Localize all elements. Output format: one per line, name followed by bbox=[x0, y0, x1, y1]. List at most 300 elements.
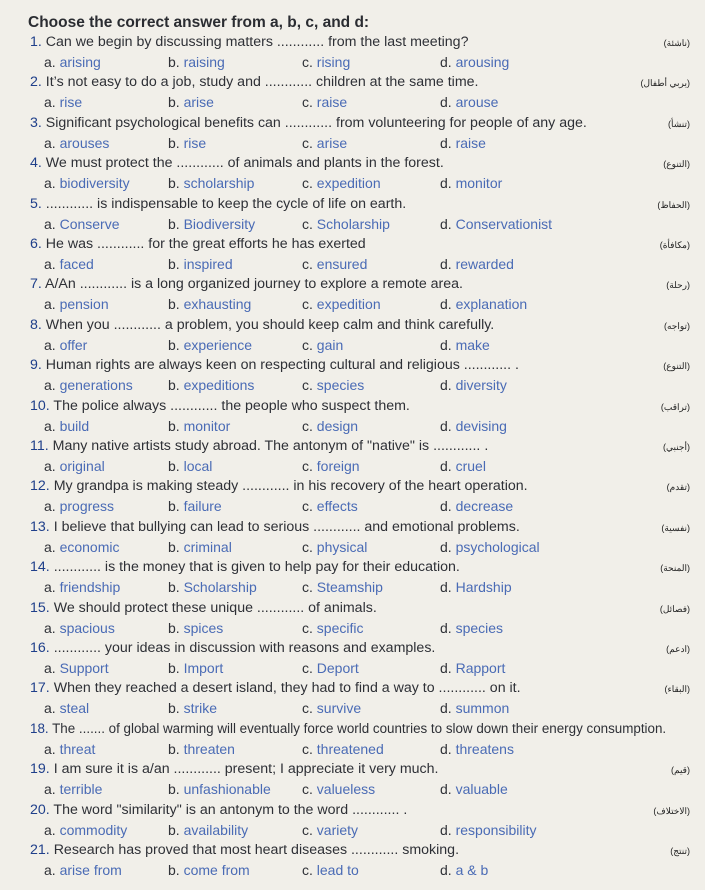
option-word: species bbox=[316, 377, 365, 394]
option-letter: d. bbox=[440, 175, 456, 192]
question-body: ............ is the money that is given to help pay for their education. bbox=[53, 559, 460, 576]
answer-option-b[interactable] bbox=[168, 660, 223, 676]
answer-option-d[interactable] bbox=[440, 296, 527, 312]
option-letter: c. bbox=[302, 538, 317, 555]
option-letter: c. bbox=[302, 94, 317, 111]
option-letter: d. bbox=[440, 215, 456, 232]
option-word: physical bbox=[316, 538, 368, 555]
question-item bbox=[30, 680, 690, 720]
option-word: economic bbox=[59, 538, 120, 555]
question-body: ............ your ideas in discussion with reasons and examples. bbox=[53, 640, 436, 656]
question-item bbox=[30, 236, 690, 276]
answer-option-d[interactable] bbox=[440, 94, 498, 110]
question-body: My grandpa is making steady ............ in his recovery of the heart operation. bbox=[53, 478, 528, 495]
answer-option-b[interactable] bbox=[168, 498, 222, 514]
option-word: Biodiversity bbox=[183, 215, 256, 232]
answer-option-b[interactable] bbox=[168, 700, 217, 716]
option-letter: a. bbox=[44, 498, 60, 515]
option-word: threaten bbox=[183, 740, 235, 757]
answer-option-b[interactable] bbox=[168, 579, 257, 595]
option-letter: b. bbox=[168, 134, 184, 151]
arabic-hint: (التنوع) bbox=[663, 361, 690, 372]
question-body: Significant psychological benefits can ............ from volunteering for people of any age. bbox=[45, 114, 587, 131]
answer-option-a[interactable] bbox=[44, 660, 109, 676]
option-word: Steamship bbox=[316, 579, 383, 596]
option-letter: b. bbox=[168, 296, 184, 313]
option-word: threatens bbox=[455, 740, 514, 757]
option-letter: d. bbox=[440, 538, 456, 555]
answer-option-d[interactable] bbox=[440, 54, 509, 70]
arabic-hint: (تراقب) bbox=[660, 401, 690, 412]
question-number: 11. bbox=[30, 438, 49, 454]
option-letter: b. bbox=[168, 417, 184, 434]
question-number: 2. bbox=[30, 74, 42, 91]
question-body: A/An ............ is a long organized journey to explore a remote area. bbox=[45, 276, 463, 293]
option-word: Scholarship bbox=[316, 215, 390, 232]
question-body: The word "similarity" is an antonym to the word ............ . bbox=[53, 801, 408, 818]
option-letter: c. bbox=[302, 336, 317, 353]
answer-option-b[interactable] bbox=[168, 135, 206, 151]
question-number: 5. bbox=[30, 195, 42, 212]
question-item bbox=[30, 559, 690, 599]
option-letter: d. bbox=[440, 94, 456, 111]
answer-option-b[interactable] bbox=[168, 377, 254, 393]
option-word: effects bbox=[316, 498, 358, 515]
question-number: 12. bbox=[30, 478, 50, 495]
answer-option-a[interactable] bbox=[44, 822, 127, 838]
question-number: 9. bbox=[30, 357, 42, 374]
answer-option-d[interactable] bbox=[440, 377, 507, 393]
answer-option-c[interactable] bbox=[302, 216, 390, 232]
option-letter: b. bbox=[168, 700, 184, 717]
option-word: original bbox=[59, 458, 105, 474]
option-word: friendship bbox=[59, 579, 121, 596]
answer-option-c[interactable] bbox=[302, 337, 343, 353]
answer-option-d[interactable] bbox=[440, 620, 503, 636]
option-word: a & b bbox=[455, 862, 489, 878]
answer-option-b[interactable] bbox=[168, 539, 232, 555]
arabic-hint: (فصائل) bbox=[659, 603, 690, 614]
option-word: threatened bbox=[316, 740, 384, 757]
answer-option-d[interactable] bbox=[440, 216, 552, 232]
question-number: 4. bbox=[30, 155, 42, 172]
answer-option-c[interactable] bbox=[302, 579, 383, 595]
answer-option-d[interactable] bbox=[440, 539, 540, 555]
option-letter: d. bbox=[440, 417, 456, 434]
option-letter: b. bbox=[168, 215, 184, 232]
option-letter: a. bbox=[44, 296, 60, 313]
answer-option-c[interactable] bbox=[302, 620, 363, 636]
question-item bbox=[30, 600, 690, 640]
option-word: rise bbox=[59, 94, 83, 111]
answer-option-b[interactable] bbox=[168, 741, 235, 757]
answer-option-d[interactable] bbox=[440, 862, 488, 878]
question-item bbox=[30, 115, 690, 155]
answer-option-d[interactable] bbox=[440, 822, 537, 838]
option-word: rising bbox=[316, 54, 351, 70]
answer-option-c[interactable] bbox=[302, 94, 347, 110]
option-letter: d. bbox=[440, 377, 456, 394]
option-word: build bbox=[59, 417, 90, 434]
option-word: species bbox=[455, 619, 504, 636]
option-letter: c. bbox=[302, 458, 317, 474]
arabic-hint: (أجنبي) bbox=[663, 442, 690, 452]
answer-option-b[interactable] bbox=[168, 458, 212, 474]
option-letter: d. bbox=[440, 821, 456, 838]
option-word: raising bbox=[183, 54, 225, 70]
option-word: Deport bbox=[316, 660, 359, 676]
option-word: threat bbox=[59, 740, 96, 757]
answer-option-c[interactable] bbox=[302, 539, 367, 555]
answer-option-a[interactable] bbox=[44, 256, 94, 272]
arabic-hint: (قيم) bbox=[670, 765, 690, 776]
option-letter: a. bbox=[44, 94, 60, 111]
option-word: specific bbox=[316, 619, 364, 636]
option-letter: d. bbox=[440, 458, 456, 474]
arabic-hint: (مكافأة) bbox=[659, 240, 690, 250]
option-letter: d. bbox=[440, 579, 456, 596]
question-number: 18. bbox=[30, 720, 49, 736]
question-text bbox=[30, 761, 438, 777]
option-letter: b. bbox=[168, 538, 184, 555]
question-body: We should protect these unique ............ of animals. bbox=[53, 599, 377, 616]
option-word: Rapport bbox=[455, 660, 506, 676]
option-letter: a. bbox=[44, 175, 60, 192]
question-item bbox=[30, 34, 690, 74]
option-letter: b. bbox=[168, 256, 184, 272]
question-text bbox=[30, 196, 406, 212]
option-word: inspired bbox=[183, 256, 233, 272]
question-item bbox=[30, 155, 690, 195]
option-word: exhausting bbox=[183, 296, 252, 313]
option-word: expedition bbox=[316, 296, 381, 313]
option-letter: c. bbox=[302, 862, 317, 878]
option-letter: d. bbox=[440, 296, 456, 313]
answer-option-c[interactable] bbox=[302, 135, 347, 151]
option-letter: b. bbox=[168, 660, 184, 676]
option-letter: d. bbox=[440, 781, 456, 798]
answer-option-d[interactable] bbox=[440, 135, 486, 151]
question-number: 8. bbox=[30, 316, 42, 333]
question-item bbox=[30, 398, 690, 438]
answer-option-c[interactable] bbox=[302, 458, 360, 474]
option-word: Hardship bbox=[455, 579, 512, 596]
question-number: 3. bbox=[30, 114, 42, 131]
option-word: Conservationist bbox=[455, 215, 553, 232]
option-word: arise from bbox=[59, 862, 122, 878]
question-number: 20. bbox=[30, 801, 50, 818]
question-item bbox=[30, 802, 690, 842]
answer-option-d[interactable] bbox=[440, 256, 514, 272]
option-word: arise bbox=[316, 134, 348, 151]
answer-option-c[interactable] bbox=[302, 822, 358, 838]
option-word: summon bbox=[455, 700, 510, 717]
option-word: come from bbox=[183, 862, 250, 878]
answer-option-b[interactable] bbox=[168, 175, 254, 191]
question-item bbox=[30, 478, 690, 518]
option-word: arousing bbox=[455, 54, 510, 70]
answer-option-c[interactable] bbox=[302, 54, 350, 70]
option-letter: a. bbox=[44, 821, 60, 838]
answer-option-c[interactable] bbox=[302, 377, 364, 393]
question-body: It’s not easy to do a job, study and ............ children at the same time. bbox=[45, 74, 479, 91]
option-word: pension bbox=[59, 296, 109, 313]
question-item bbox=[30, 196, 690, 236]
answer-option-d[interactable] bbox=[440, 337, 490, 353]
option-letter: a. bbox=[44, 862, 60, 878]
option-word: arouse bbox=[455, 94, 499, 111]
option-word: faced bbox=[59, 256, 94, 272]
option-letter: c. bbox=[302, 134, 317, 151]
option-word: Support bbox=[59, 660, 109, 676]
option-word: explanation bbox=[455, 296, 528, 313]
option-word: foreign bbox=[316, 458, 360, 474]
option-letter: c. bbox=[302, 619, 317, 636]
answer-option-d[interactable] bbox=[440, 700, 509, 716]
answer-option-c[interactable] bbox=[302, 418, 358, 434]
question-text bbox=[30, 519, 520, 535]
answer-option-b[interactable] bbox=[168, 54, 225, 70]
answer-option-b[interactable] bbox=[168, 296, 251, 312]
arabic-hint: (ادعم) bbox=[666, 644, 690, 654]
answer-option-c[interactable] bbox=[302, 296, 381, 312]
answer-option-c[interactable] bbox=[302, 660, 359, 676]
answer-option-c[interactable] bbox=[302, 741, 384, 757]
option-word: spacious bbox=[59, 619, 115, 636]
option-letter: b. bbox=[168, 821, 184, 838]
option-letter: c. bbox=[302, 215, 317, 232]
answer-option-a[interactable] bbox=[44, 620, 115, 636]
answer-option-b[interactable] bbox=[168, 418, 230, 434]
question-text bbox=[30, 115, 587, 131]
option-letter: c. bbox=[302, 781, 317, 798]
option-word: psychological bbox=[455, 538, 540, 555]
option-word: steal bbox=[59, 700, 90, 717]
option-letter: c. bbox=[302, 660, 317, 676]
answer-option-a[interactable] bbox=[44, 377, 133, 393]
option-word: raise bbox=[455, 134, 486, 151]
option-word: diversity bbox=[455, 377, 507, 394]
answer-option-d[interactable] bbox=[440, 458, 486, 474]
answer-option-a[interactable] bbox=[44, 216, 120, 232]
question-item bbox=[30, 276, 690, 316]
question-item bbox=[30, 721, 690, 761]
answer-option-a[interactable] bbox=[44, 458, 105, 474]
option-letter: b. bbox=[168, 94, 184, 111]
question-number: 14. bbox=[30, 559, 50, 576]
answer-option-d[interactable] bbox=[440, 579, 512, 595]
answer-option-d[interactable] bbox=[440, 418, 507, 434]
arabic-hint: (التنوع) bbox=[663, 159, 690, 170]
option-word: responsibility bbox=[455, 821, 537, 838]
answer-option-a[interactable] bbox=[44, 862, 122, 878]
answer-option-c[interactable] bbox=[302, 700, 361, 716]
option-letter: a. bbox=[44, 417, 60, 434]
question-text bbox=[30, 236, 366, 252]
answer-option-d[interactable] bbox=[440, 660, 505, 676]
option-word: arising bbox=[59, 54, 101, 70]
question-body: The ....... of global warming will eventually force world countries to slow down their energy consumption. bbox=[52, 720, 667, 736]
answer-option-b[interactable] bbox=[168, 94, 214, 110]
question-text bbox=[30, 680, 521, 696]
question-body: Research has proved that most heart diseases ............ smoking. bbox=[53, 842, 460, 858]
option-letter: c. bbox=[302, 498, 317, 515]
option-letter: a. bbox=[44, 740, 60, 757]
option-letter: c. bbox=[302, 256, 317, 272]
arabic-hint: (يربي أطفال) bbox=[640, 78, 690, 89]
option-letter: d. bbox=[440, 660, 456, 676]
question-text bbox=[30, 357, 519, 373]
answer-option-b[interactable] bbox=[168, 620, 223, 636]
answer-option-d[interactable] bbox=[440, 781, 508, 797]
answer-option-b[interactable] bbox=[168, 216, 255, 232]
answer-option-a[interactable] bbox=[44, 418, 89, 434]
option-word: variety bbox=[316, 821, 359, 838]
option-word: unfashionable bbox=[183, 781, 271, 798]
option-letter: d. bbox=[440, 134, 456, 151]
arabic-hint: (ناشئة) bbox=[663, 38, 690, 48]
option-word: terrible bbox=[59, 781, 103, 798]
question-number: 7. bbox=[30, 276, 42, 293]
question-text bbox=[30, 74, 478, 90]
question-number: 16. bbox=[30, 640, 50, 656]
option-letter: c. bbox=[302, 175, 317, 192]
arabic-hint: (البقاء) bbox=[664, 684, 690, 695]
answer-option-a[interactable] bbox=[44, 781, 102, 797]
answer-option-d[interactable] bbox=[440, 741, 514, 757]
option-letter: c. bbox=[302, 579, 317, 596]
option-word: spices bbox=[183, 619, 224, 636]
option-letter: d. bbox=[440, 619, 456, 636]
arabic-hint: (الاختلاف) bbox=[653, 805, 690, 816]
option-word: rise bbox=[183, 134, 207, 151]
answer-option-b[interactable] bbox=[168, 256, 233, 272]
option-letter: c. bbox=[302, 54, 317, 70]
option-word: monitor bbox=[455, 175, 503, 192]
option-letter: a. bbox=[44, 377, 60, 394]
question-item bbox=[30, 317, 690, 357]
question-number: 6. bbox=[30, 236, 42, 252]
answer-option-c[interactable] bbox=[302, 498, 358, 514]
question-body: Can we begin by discussing matters ............ from the last meeting? bbox=[45, 34, 469, 50]
option-letter: b. bbox=[168, 458, 184, 474]
question-number: 10. bbox=[30, 397, 50, 414]
answer-option-c[interactable] bbox=[302, 862, 359, 878]
question-body: When you ............ a problem, you should keep calm and think carefully. bbox=[45, 316, 495, 333]
worksheet-heading: Choose the correct answer from a, b, c, and d: bbox=[28, 14, 370, 31]
question-item bbox=[30, 842, 690, 882]
answer-option-a[interactable] bbox=[44, 539, 120, 555]
question-text bbox=[30, 842, 459, 858]
answer-option-a[interactable] bbox=[44, 700, 89, 716]
option-letter: d. bbox=[440, 498, 456, 515]
answer-option-c[interactable] bbox=[302, 256, 367, 272]
option-letter: b. bbox=[168, 862, 184, 878]
answer-option-d[interactable] bbox=[440, 498, 513, 514]
answer-option-d[interactable] bbox=[440, 175, 502, 191]
answer-option-a[interactable] bbox=[44, 741, 95, 757]
arabic-hint: (تنشأ) bbox=[668, 118, 690, 129]
option-word: survive bbox=[316, 700, 362, 717]
option-letter: a. bbox=[44, 781, 60, 798]
answer-option-b[interactable] bbox=[168, 781, 271, 797]
question-body: I believe that bullying can lead to serious ............ and emotional problems. bbox=[53, 518, 520, 535]
question-item bbox=[30, 357, 690, 397]
answer-option-c[interactable] bbox=[302, 781, 375, 797]
option-letter: c. bbox=[302, 740, 317, 757]
answer-option-a[interactable] bbox=[44, 337, 87, 353]
option-word: lead to bbox=[316, 862, 359, 878]
option-letter: d. bbox=[440, 740, 456, 757]
question-text bbox=[30, 640, 435, 656]
option-letter: a. bbox=[44, 134, 60, 151]
question-text bbox=[30, 600, 377, 616]
answer-option-c[interactable] bbox=[302, 175, 381, 191]
arabic-hint: (تقدم) bbox=[666, 482, 690, 493]
answer-option-a[interactable] bbox=[44, 94, 82, 110]
option-word: expeditions bbox=[183, 377, 255, 394]
option-letter: a. bbox=[44, 579, 60, 596]
question-number: 15. bbox=[30, 599, 50, 616]
option-letter: b. bbox=[168, 54, 184, 70]
question-number: 13. bbox=[30, 518, 50, 535]
question-text bbox=[30, 317, 494, 333]
question-body: I am sure it is a/an ............ present; I appreciate it very much. bbox=[53, 761, 439, 778]
question-item bbox=[30, 640, 690, 680]
answer-option-a[interactable] bbox=[44, 175, 130, 191]
option-word: criminal bbox=[183, 538, 232, 555]
option-word: expedition bbox=[316, 175, 381, 192]
option-letter: b. bbox=[168, 336, 184, 353]
answer-option-a[interactable] bbox=[44, 296, 109, 312]
option-word: progress bbox=[59, 498, 115, 515]
option-letter: c. bbox=[302, 296, 317, 313]
question-text bbox=[30, 438, 488, 454]
option-letter: a. bbox=[44, 458, 60, 474]
question-text bbox=[30, 478, 528, 494]
question-body: We must protect the ............ of animals and plants in the forest. bbox=[45, 155, 444, 172]
question-body: The police always ............ the people who suspect them. bbox=[53, 397, 410, 414]
answer-option-b[interactable] bbox=[168, 822, 248, 838]
answer-option-a[interactable] bbox=[44, 135, 109, 151]
question-text bbox=[30, 398, 410, 414]
question-item bbox=[30, 438, 690, 478]
answer-option-a[interactable] bbox=[44, 498, 114, 514]
option-letter: a. bbox=[44, 256, 60, 272]
option-word: biodiversity bbox=[59, 175, 130, 192]
option-word: commodity bbox=[59, 821, 128, 838]
option-letter: a. bbox=[44, 619, 60, 636]
question-text bbox=[30, 34, 468, 50]
answer-option-a[interactable] bbox=[44, 579, 120, 595]
question-number: 19. bbox=[30, 761, 50, 778]
question-item bbox=[30, 74, 690, 114]
arabic-hint: (تنتج) bbox=[670, 846, 690, 856]
answer-option-b[interactable] bbox=[168, 337, 252, 353]
answer-option-a[interactable] bbox=[44, 54, 101, 70]
option-word: valuable bbox=[455, 781, 508, 798]
question-text bbox=[30, 276, 463, 292]
option-letter: a. bbox=[44, 700, 60, 717]
arabic-hint: (رحلة) bbox=[666, 280, 690, 291]
option-word: Scholarship bbox=[183, 579, 257, 596]
question-body: He was ............ for the great efforts he has exerted bbox=[45, 236, 366, 252]
answer-option-b[interactable] bbox=[168, 862, 250, 878]
question-text bbox=[30, 155, 444, 171]
option-letter: c. bbox=[302, 377, 317, 394]
option-letter: c. bbox=[302, 417, 317, 434]
question-number: 1. bbox=[30, 34, 42, 50]
